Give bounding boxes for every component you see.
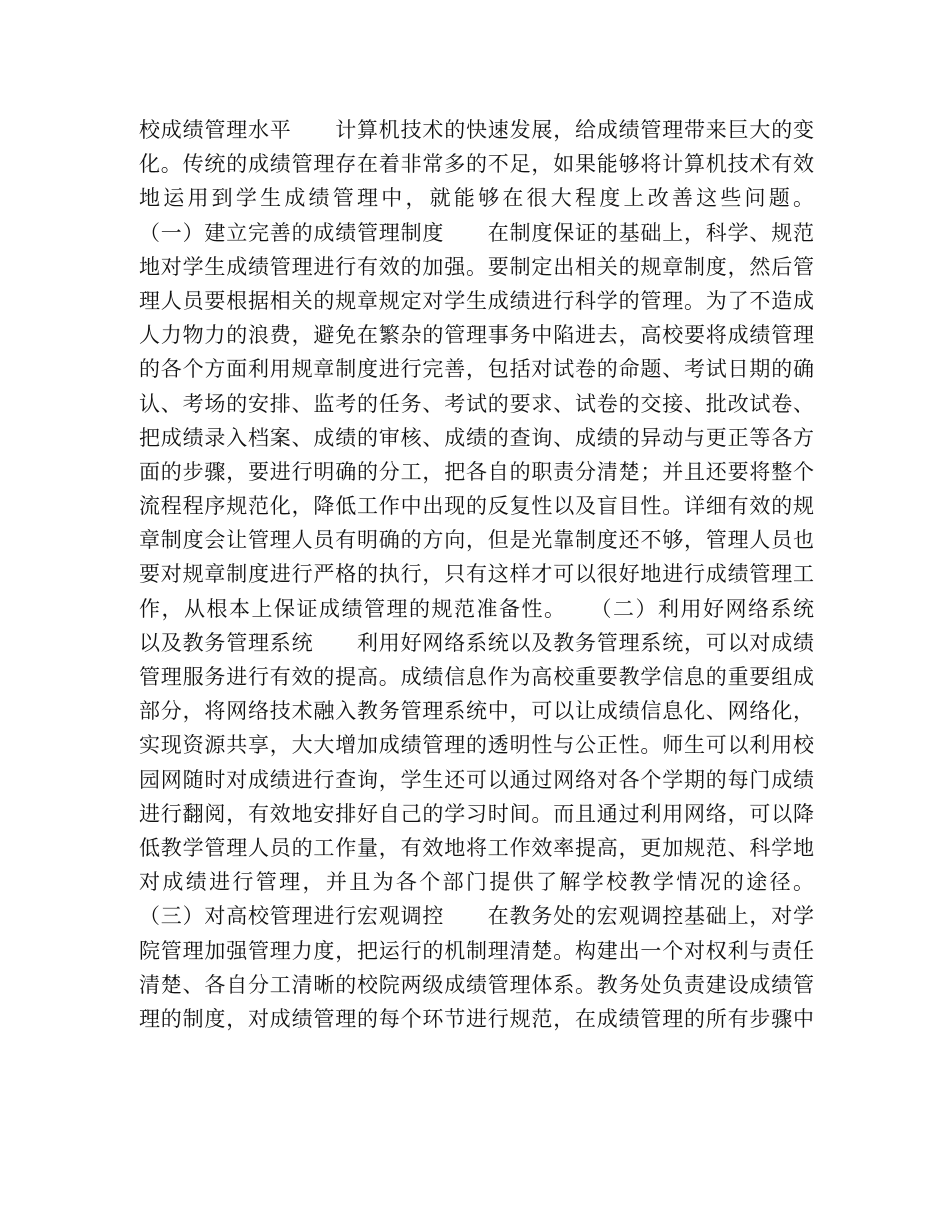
text-line: 化。传统的成绩管理存在着非常多的不足，如果能够将计算机技术有效 bbox=[139, 152, 814, 177]
text-line: 把成绩录入档案、成绩的审核、成绩的查询、成绩的异动与更正等各方 bbox=[139, 425, 814, 450]
text-line: 清楚、各自分工清晰的校院两级成绩管理体系。教务处负责建设成绩管 bbox=[139, 972, 814, 997]
text-line: 章制度会让管理人员有明确的方向，但是光靠制度还不够，管理人员也 bbox=[139, 528, 814, 553]
text-line: （三）对高校管理进行宏观调控 在教务处的宏观调控基础上，对学 bbox=[139, 904, 814, 929]
text-line: 以及教务管理系统 利用好网络系统以及教务管理系统，可以对成绩 bbox=[139, 630, 814, 655]
body-text bbox=[139, 113, 814, 1036]
text-line: 校成绩管理水平 计算机技术的快速发展，给成绩管理带来巨大的变 bbox=[139, 118, 814, 142]
text-line: 院管理加强管理力度，把运行的机制理清楚。构建出一个对权利与责任 bbox=[139, 938, 814, 963]
text-line: 对成绩进行管理，并且为各个部门提供了解学校教学情况的途径。 bbox=[139, 870, 814, 895]
text-line: 认、考场的安排、监考的任务、考试的要求、试卷的交接、批改试卷、 bbox=[139, 391, 814, 416]
text-line: 低教学管理人员的工作量，有效地将工作效率提高，更加规范、科学地 bbox=[139, 835, 814, 860]
text-line: 实现资源共享，大大增加成绩管理的透明性与公正性。师生可以利用校 bbox=[139, 733, 814, 758]
text-line: 作，从根本上保证成绩管理的规范准备性。 （二）利用好网络系统 bbox=[139, 596, 814, 621]
text-line: 理的制度，对成绩管理的每个环节进行规范，在成绩管理的所有步骤中 bbox=[139, 1006, 814, 1031]
text-line: 管理服务进行有效的提高。成绩信息作为高校重要教学信息的重要组成 bbox=[139, 665, 814, 689]
text-line: 进行翻阅，有效地安排好自己的学习时间。而且通过利用网络，可以降 bbox=[139, 801, 814, 826]
text-line: 的各个方面利用规章制度进行完善，包括对试卷的命题、考试日期的确 bbox=[139, 357, 814, 382]
text-line: 人力物力的浪费，避免在繁杂的管理事务中陷进去，高校要将成绩管理 bbox=[139, 323, 814, 348]
text-line: 要对规章制度进行严格的执行，只有这样才可以很好地进行成绩管理工 bbox=[139, 562, 814, 587]
text-line: 面的步骤，要进行明确的分工，把各自的职责分清楚；并且还要将整个 bbox=[139, 459, 814, 484]
text-line: 地对学生成绩管理进行有效的加强。要制定出相关的规章制度，然后管 bbox=[139, 254, 814, 279]
text-line: 地运用到学生成绩管理中，就能够在很大程度上改善这些问题。 bbox=[139, 186, 814, 211]
text-line: （一）建立完善的成绩管理制度 在制度保证的基础上，科学、规范 bbox=[139, 220, 814, 245]
text-line: 园网随时对成绩进行查询，学生还可以通过网络对各个学期的每门成绩 bbox=[139, 767, 814, 792]
text-line: 流程程序规范化，降低工作中出现的反复性以及盲目性。详细有效的规 bbox=[139, 494, 814, 519]
text-line: 理人员要根据相关的规章规定对学生成绩进行科学的管理。为了不造成 bbox=[139, 288, 814, 313]
text-line: 部分，将网络技术融入教务管理系统中，可以让成绩信息化、网络化， bbox=[139, 699, 814, 724]
